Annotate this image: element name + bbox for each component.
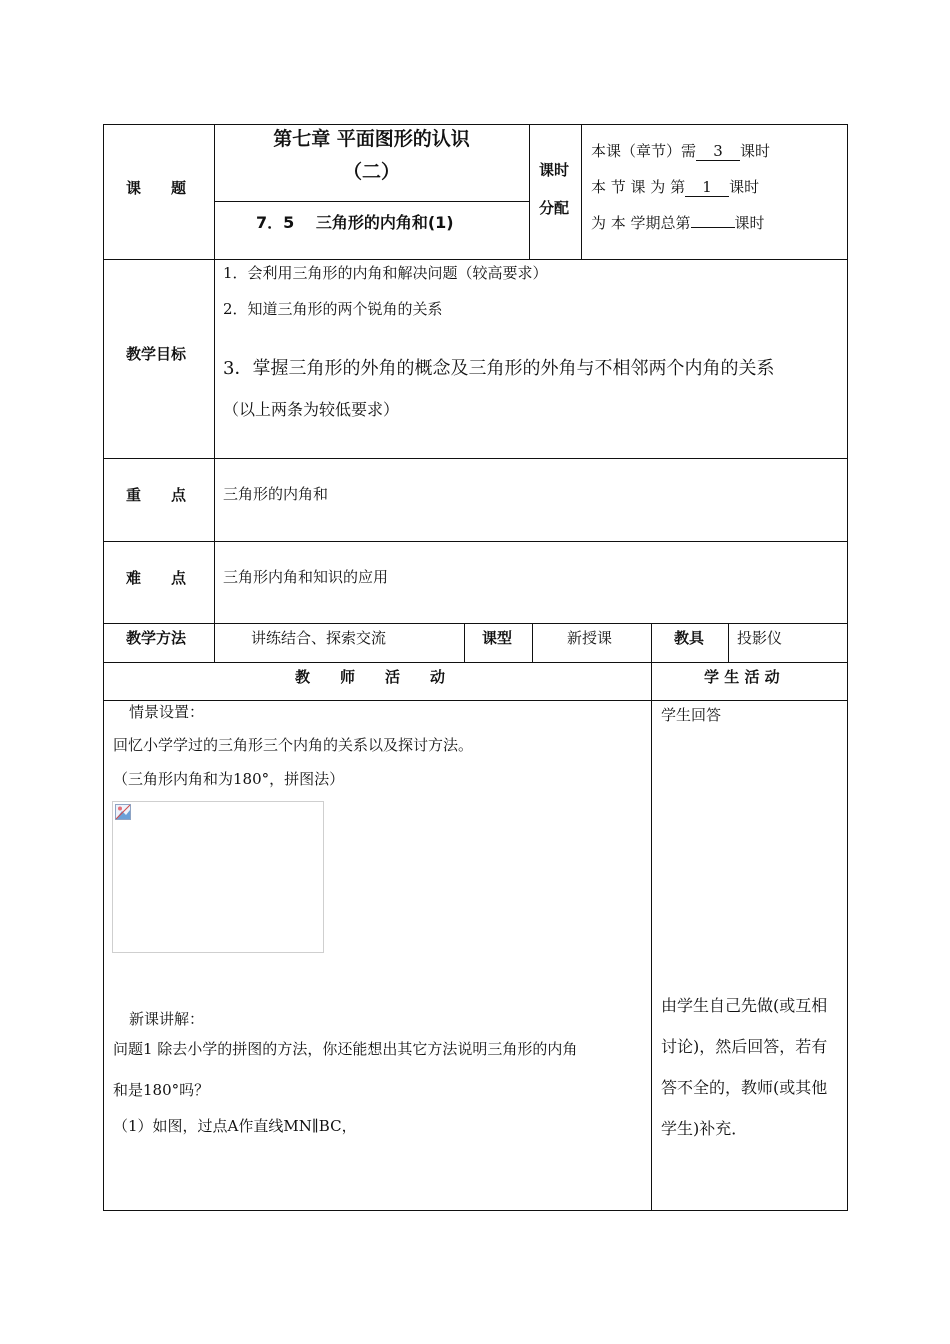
student-activity-header: 学 生 活 动 — [704, 668, 780, 686]
objective-item-3: 3．掌握三角形的外角的概念及三角形的外角与不相邻两个内角的关系 — [223, 358, 775, 379]
hours-line-2 — [591, 178, 759, 197]
hours-line-3 — [591, 214, 765, 232]
key-point-text: 三角形的内角和 — [223, 485, 329, 503]
col-divider-type-value — [532, 623, 533, 662]
col-divider-title-hours — [529, 124, 530, 259]
student-answer-2-line4: 学生)补充． — [661, 1119, 748, 1138]
row-divider-method-bottom — [103, 662, 848, 663]
new-lesson-title: 新课讲解： — [129, 1010, 205, 1028]
hours-line2-prefix: 本 节 课 为 第 — [591, 178, 686, 196]
col-divider-tools-label — [651, 623, 652, 1211]
section-title: 7．5 三角形的内角和(1) — [256, 213, 454, 232]
hours-line2-value: 1 — [685, 178, 729, 197]
header-title-divider — [214, 201, 529, 202]
hours-line2-suffix: 课时 — [729, 178, 760, 196]
topic-label: 课 题 — [126, 179, 187, 197]
student-answer-2-line1: 由学生自己先做(或互相 — [661, 996, 828, 1015]
row-divider-activity-header-bottom — [103, 700, 848, 701]
difficulty-text: 三角形内角和知识的应用 — [223, 568, 389, 586]
objective-item-3-note: （以上两条为较低要求） — [223, 400, 400, 419]
chapter-title-line2: （二） — [342, 161, 400, 183]
hours-line3-suffix: 课时 — [734, 214, 765, 232]
col-divider-hours-label — [581, 124, 582, 259]
figure-image-placeholder — [112, 801, 324, 953]
hours-line1-value: 3 — [696, 142, 740, 161]
hours-line-1 — [591, 142, 770, 161]
difficulty-label: 难 点 — [126, 569, 187, 587]
student-answer-1: 学生回答 — [661, 706, 722, 724]
chapter-title-line1: 第七章 平面图形的认识 — [273, 128, 470, 150]
col-divider-method-value — [464, 623, 465, 662]
student-answer-2-line3: 答不全的，教师(或其他 — [661, 1078, 828, 1097]
teacher-activity-header: 教 师 活 动 — [295, 668, 446, 686]
key-point-label: 重 点 — [126, 486, 187, 504]
objective-item-2: 2．知道三角形的两个锐角的关系 — [223, 300, 443, 318]
method-label: 教学方法 — [126, 629, 187, 647]
scene-text: 回忆小学学过的三角形三个内角的关系以及探讨方法。 — [113, 736, 474, 754]
col-divider-tools-value — [728, 623, 729, 662]
type-value: 新授课 — [567, 629, 613, 647]
step1-text: （1）如图，过点A作直线MN∥BC， — [113, 1117, 357, 1135]
hours-line3-prefix: 为 本 学期总第 — [591, 214, 691, 232]
hours-label-line1: 课时 — [539, 161, 570, 179]
hours-line3-value — [691, 227, 735, 228]
scene-hint: （三角形内角和为180°，拼图法） — [113, 770, 345, 788]
broken-image-icon — [115, 804, 131, 820]
hours-line1-suffix: 课时 — [740, 142, 771, 160]
scene-title: 情景设置： — [129, 703, 205, 721]
type-label: 课型 — [482, 629, 513, 647]
hours-label-line2: 分配 — [539, 199, 570, 217]
col-divider-label — [214, 124, 215, 662]
hours-line1-prefix: 本课（章节）需 — [591, 142, 697, 160]
tools-value: 投影仪 — [737, 629, 783, 647]
question1-line1: 问题1 除去小学的拼图的方法，你还能想出其它方法说明三角形的内角 — [113, 1040, 578, 1058]
method-value: 讲练结合、探索交流 — [251, 629, 387, 647]
tools-label: 教具 — [674, 629, 705, 647]
student-answer-2-line2: 讨论)，然后回答，若有 — [661, 1037, 828, 1056]
question1-line2: 和是180°吗？ — [113, 1081, 210, 1099]
objective-item-1: 1．会利用三角形的内角和解决问题（较高要求） — [223, 264, 548, 282]
objectives-label: 教学目标 — [126, 345, 187, 363]
